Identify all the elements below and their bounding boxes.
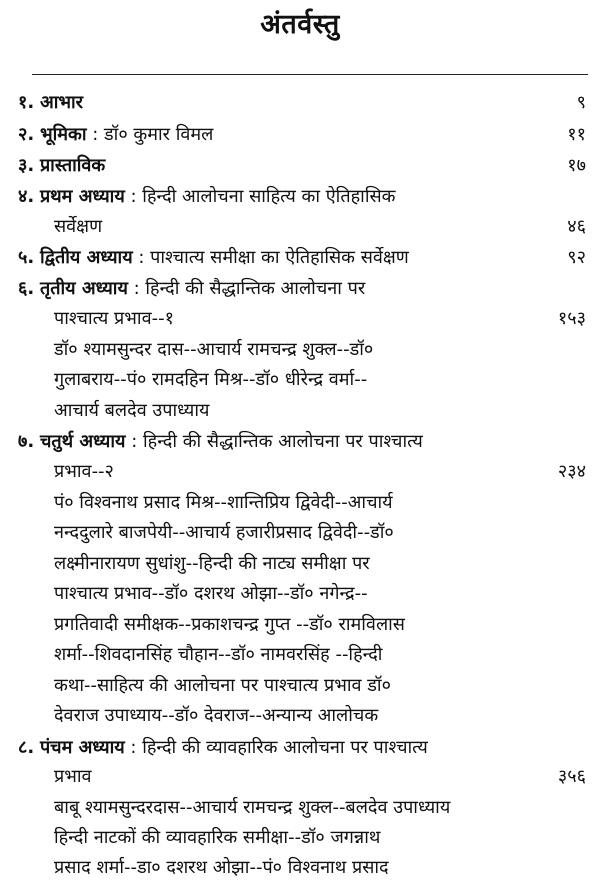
entry-page-number: ४६ (567, 216, 586, 237)
entry-number: ६. (18, 278, 35, 299)
entry-number: ७. (18, 431, 35, 452)
entry-detail-line: नन्ददुलारे बाजपेयी--आचार्य हजारीप्रसाद द्विवेदी--डॉ० (54, 522, 394, 543)
entry-page-number: ९२ (567, 247, 586, 268)
entry-detail-line: प्रगतिवादी समीक्षक--प्रकाशचन्द्र गुप्त --डॉ० रामविलास (54, 614, 405, 635)
title-divider (32, 74, 588, 75)
entry-subtitle: : हिन्दी आलोचना साहित्य का ऐतिहासिक (124, 186, 396, 207)
entry-continuation: प्रभाव--२ (54, 461, 114, 482)
entry-detail-line: लक्ष्मीनारायण सुधांशु--हिन्दी की नाट्य समीक्षा पर (54, 553, 370, 574)
entry-page-number: ११ (567, 124, 586, 145)
entry-number: २. (18, 124, 35, 145)
entry-heading: द्वितीय अध्याय (39, 247, 133, 268)
entry-heading: प्रास्ताविक (39, 155, 106, 176)
entry-heading: चतुर्थ अध्याय (39, 431, 126, 452)
entry-detail-line: देवराज उपाध्याय--डॉ० देवराज--अन्यान्य आलोचक (54, 705, 379, 726)
entry-detail-line: कथा--साहित्य की आलोचना पर पाश्चात्य प्रभाव डॉ० (54, 675, 391, 696)
entry-heading: तृतीय अध्याय (39, 278, 128, 299)
entry-continuation: सर्वेक्षण (54, 216, 103, 237)
toc-entry-8 (18, 736, 428, 760)
entry-number: ४. (18, 186, 35, 207)
entry-number: ५. (18, 247, 35, 268)
entry-number: ८. (18, 737, 35, 758)
page-title: अंतर्वस्तु (260, 9, 340, 40)
entry-page-number: १७ (567, 155, 586, 176)
entry-detail-line: आचार्य बलदेव उपाध्याय (54, 400, 210, 421)
toc-entry-7 (18, 430, 423, 454)
entry-continuation: प्रभाव (54, 766, 92, 787)
entry-detail-line: शर्मा--शिवदानसिंह चौहान--डॉ० नामवरसिंह --हिन्दी (54, 644, 383, 665)
entry-detail-line: डॉ० श्यामसुन्दर दास--आचार्य रामचन्द्र शुक्ल--डॉ० (54, 339, 374, 360)
toc-entry-3 (18, 154, 105, 178)
entry-page-number: ३५६ (557, 766, 586, 787)
entry-continuation: पाश्चात्य प्रभाव--१ (54, 308, 174, 329)
entry-subtitle: : हिन्दी की सैद्धान्तिक आलोचना पर (127, 278, 366, 299)
entry-detail-line: बाबू श्यामसुन्दरदास--आचार्य रामचन्द्र शुक्ल--बलदेव उपाध्याय (54, 797, 451, 818)
entry-page-number: ९ (576, 92, 586, 113)
entry-detail-line: हिन्दी नाटकों की व्यावहारिक समीक्षा--डॉ० जगन्नाथ (54, 827, 381, 848)
entry-subtitle: : हिन्दी की व्यावहारिक आलोचना पर पाश्चात्य (124, 737, 428, 758)
toc-entry-4 (18, 185, 395, 209)
toc-entry-1 (18, 91, 83, 115)
toc-entry-6 (18, 277, 365, 301)
entry-detail-line: प्रसाद शर्मा--डा० दशरथ ओझा--पं० विश्वनाथ प्रसाद (54, 857, 389, 878)
entry-detail-line: पं० विश्वनाथ प्रसाद मिश्र--शान्तिप्रिय द्विवेदी--आचार्य (54, 492, 393, 513)
toc-entry-5 (18, 246, 409, 270)
entry-heading: प्रथम अध्याय (39, 186, 125, 207)
entry-subtitle: : हिन्दी की सैद्धान्तिक आलोचना पर पाश्चात्य (125, 431, 423, 452)
entry-detail-line: पाश्चात्य प्रभाव--डॉ० दशरथ ओझा--डॉ० नगेन्द्र-- (54, 583, 368, 604)
entry-page-number: १५३ (557, 308, 586, 329)
entry-subtitle: : डॉ० कुमार विमल (86, 124, 214, 145)
entry-detail-line: गुलाबराय--पं० रामदहिन मिश्र--डॉ० धीरेन्द्र वर्मा-- (54, 369, 368, 390)
entry-number: १. (18, 92, 35, 113)
entry-heading: आभार (39, 92, 84, 113)
toc-entry-2 (18, 123, 213, 147)
entry-heading: पंचम अध्याय (39, 737, 125, 758)
entry-heading: भूमिका (39, 124, 87, 145)
entry-number: ३. (18, 155, 35, 176)
entry-subtitle: : पाश्चात्य समीक्षा का ऐतिहासिक सर्वेक्षण (132, 247, 409, 268)
entry-page-number: २३४ (557, 461, 586, 482)
